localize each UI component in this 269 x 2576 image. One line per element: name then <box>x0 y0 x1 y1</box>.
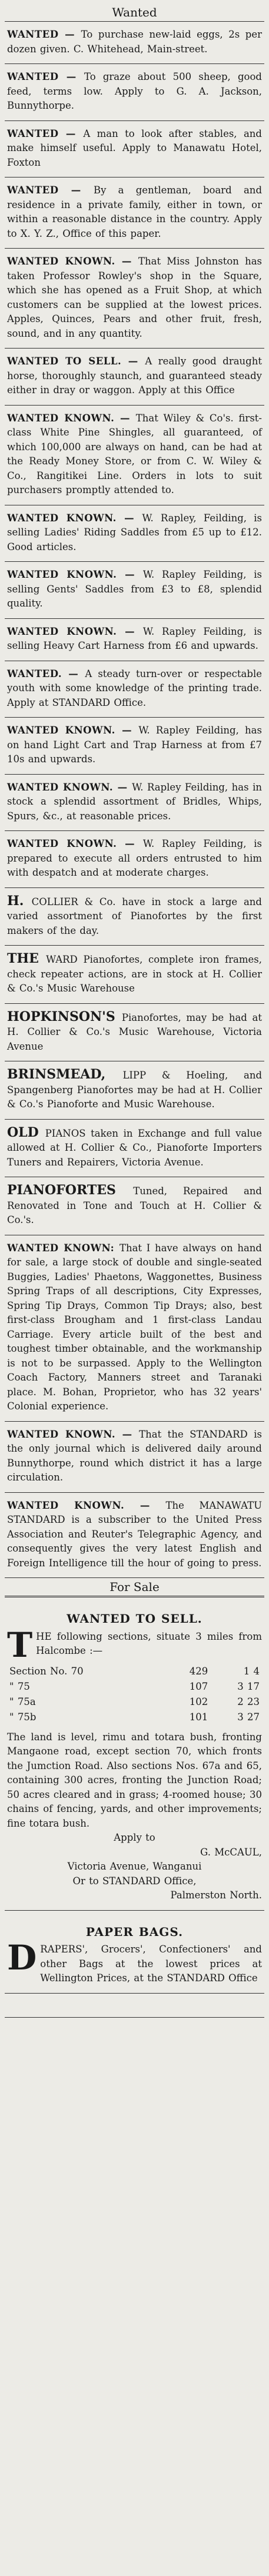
ad-lead: WANTED KNOWN. — <box>7 838 143 849</box>
ad-text: LIPP & Hoeling, and Spangenberg Pianofortes may be had at H. Collier & Co.'s Pianoforte and Music Warehouse. <box>7 1070 263 1110</box>
classified-ad <box>5 22 264 64</box>
footer-rule <box>5 1994 264 2018</box>
table-cell-acres: 429 <box>189 1665 208 1677</box>
ad-text: To purchase new-laid eggs, 2s per dozen given. C. Whitehead, Main-street. <box>7 29 262 55</box>
ad-text: Tuned, Repaired and Renovated in Tone and Touch at H. Collier & Co.'s. <box>7 1185 262 1225</box>
ad-text: By a gentleman, board and residence in a private family, either in town, or within a reasonable distance in the country. Apply to X. Y. Z., Office of this paper. <box>7 185 263 239</box>
contact-or: Or to STANDARD Office, <box>72 1875 197 1887</box>
dropcap: D <box>7 1938 37 1978</box>
sections-table <box>7 1663 262 1726</box>
table-cell-amount: 1 4 <box>243 1665 260 1677</box>
classified-ad <box>5 505 264 562</box>
ad-lead: PIANOFORTES <box>7 1183 134 1198</box>
intro-text: HE following sections, situate 3 miles from Halcombe :— <box>36 1630 262 1656</box>
table-cell-label: " 75a <box>9 1696 36 1707</box>
ad-text: Pianofortes, may be had at H. Collier & Co.'s Music Warehouse, Victoria Avenue <box>7 1011 262 1052</box>
classified-ad <box>5 1422 264 1493</box>
apply-label: Apply to <box>114 1832 155 1843</box>
ad-lead: THE <box>7 951 47 966</box>
table-cell-amount: 3 27 <box>237 1711 260 1723</box>
ad-lead: WANTED KNOWN. — <box>7 512 142 524</box>
ad-lead: OLD <box>7 1124 45 1140</box>
ad-text: W. Rapley Feilding, has in stock a splendid assortment of Bridles, Whips, Spurs, &c., at reasonable prices. <box>7 781 262 822</box>
paper-bags-ad <box>5 1911 264 1994</box>
classified-ad <box>5 249 264 349</box>
ad-lead: WANTED — <box>7 128 84 139</box>
ad-lead: BRINSMEAD, <box>7 1067 123 1082</box>
ad-lead: WANTED KNOWN. — <box>7 1428 140 1440</box>
table-cell-label: " 75 <box>9 1680 30 1692</box>
ad-text: A really good draught horse, thoroughly staunch, and guaranteed steady either in dray or waggon. Apply at this Office <box>7 356 262 396</box>
paper-bags-text: RAPERS', Grocers', Confectioners' and other Bags at the lowest prices at Wellington Prices, at the STANDARD Office <box>40 1944 262 1984</box>
ad-text: The MANAWATU STANDARD is a subscriber to the United Press Association and Reuter's Telegraphic Agency, and consequently gives the very latest English and Foreign Intelligence till the hour of going to press. <box>7 1499 262 1569</box>
table-row <box>8 1695 261 1709</box>
classified-ad <box>5 831 264 888</box>
ad-text: W. Rapley, Feilding, is selling Ladies' Riding Saddles from £5 up to £12. Good articles. <box>7 512 263 552</box>
ad-lead: WANTED KNOWN. — <box>7 625 143 637</box>
ad-text: W. Rapley Feilding, is prepared to execute all orders entrusted to him with despatch and at moderate charges. <box>7 838 262 878</box>
ad-lead: WANTED KNOWN: <box>7 1242 119 1254</box>
contact-name: G. McCAUL, <box>200 1846 262 1858</box>
ad-lead: WANTED — <box>7 71 84 82</box>
classified-ad <box>5 349 264 406</box>
classified-ad <box>5 888 264 946</box>
table-cell-amount: 2 23 <box>237 1696 260 1707</box>
for-sale-title: WANTED TO SELL. <box>67 1612 202 1626</box>
ad-lead: WANTED. — <box>7 668 85 679</box>
paper-bags-title: PAPER BAGS. <box>85 1924 184 1939</box>
ad-text: That Wiley & Co's. first-class White Pine Shingles, all guaranteed, of which 100,000 are always on hand, can be had at the Ready Money Store, or from C. W. Wiley & Co., Rangitikei Line. Orders in lots to suit purchasers promptly attended to. <box>7 412 262 495</box>
table-row <box>8 1664 261 1679</box>
table-row <box>8 1710 261 1724</box>
contact-town: Palmerston North. <box>170 1890 262 1901</box>
ad-lead: WANTED — <box>7 29 81 40</box>
ad-lead: WANTED — <box>7 185 94 196</box>
ad-lead: WANTED KNOWN. — <box>7 781 132 793</box>
ad-text: PIANOS taken in Exchange and full value allowed at H. Collier & Co., Pianoforte Importers Tuners and Repairers, Victoria Avenue. <box>7 1127 262 1168</box>
ad-text: W. Rapley Feilding, is selling Heavy Cart Harness from £6 and upwards. <box>7 625 262 651</box>
ad-text: A steady turn-over or respectable youth with some knowledge of the printing trade. Apply at STANDARD Office. <box>7 668 262 708</box>
ad-lead: WANTED KNOWN. — <box>7 1499 166 1511</box>
ad-text: To graze about 500 sheep, good feed, terms low. Apply to G. A. Jackson, Bunnythorpe. <box>7 71 262 111</box>
ad-text: That Miss Johnston has taken Professor Rowley's shop in the Square, which she has opened as a Fruit Shop, at which customers can be supplied at the lowest prices. Apples, Quinces, Pears and other fruit, fresh, sound, and in any quantity. <box>7 256 262 339</box>
classified-ad <box>5 1120 264 1178</box>
classified-ad <box>5 562 264 619</box>
classified-ad <box>5 661 264 718</box>
dropcap: T <box>7 1624 33 1665</box>
classified-ad <box>5 1235 264 1422</box>
ad-lead: H. <box>7 893 32 909</box>
ad-text: WARD Pianofortes, complete iron frames, check repeater actions, are in stock at H. Collier & Co.'s Music Warehouse <box>7 954 263 994</box>
table-cell-label: Section No. 70 <box>9 1665 84 1677</box>
table-cell-acres: 101 <box>189 1711 208 1723</box>
classified-ad <box>5 121 264 178</box>
ad-lead: WANTED KNOWN. — <box>7 412 136 424</box>
table-cell-acres: 102 <box>189 1696 208 1707</box>
ad-lead: WANTED KNOWN. — <box>7 256 139 267</box>
for-sale-intro <box>7 1624 262 1665</box>
ad-lead: WANTED KNOWN. — <box>7 569 143 580</box>
page-header: Wanted <box>5 4 264 22</box>
table-cell-label: " 75b <box>9 1711 36 1723</box>
table-cell-amount: 3 17 <box>237 1680 260 1692</box>
classified-ad <box>5 775 264 832</box>
ad-text: W. Rapley Feilding, has on hand Light Cart and Trap Harness at from £7 10s and upwards. <box>7 725 262 765</box>
classified-ad <box>5 619 264 661</box>
for-sale-ad <box>5 1597 264 1911</box>
classified-ad <box>5 1004 264 1062</box>
contact-address: Victoria Avenue, Wanganui <box>67 1861 202 1872</box>
classified-ad <box>5 946 264 1004</box>
ad-text: That I have always on hand for sale, a large stock of double and single-seated Buggies, Ladies' Phaetons, Waggonettes, Business Spring Traps of all descriptions, City Expresses, Spring Tip Drays, Common Tip Drays; also, best first-class Brougham and 1 first-class Landau Carriage. Every article built of the best and toughest timber obtainable, and the workmanship is not to be surpassed. Apply to the Wellington Coach Factory, Manners street and Taranaki place. M. Bohan, Proprietor, who has 32 years' Colonial experience. <box>7 1242 262 1412</box>
ad-text: A man to look after stables, and make himself useful. Apply to Manawatu Hotel, Foxton <box>7 128 262 168</box>
ad-lead: WANTED TO SELL. — <box>7 356 145 367</box>
ad-text: That the STANDARD is the only journal which is delivered daily around Bunnythorpe, round which district it has a large circulation. <box>7 1428 262 1483</box>
table-cell-acres: 107 <box>189 1680 208 1692</box>
classified-ad <box>5 1061 264 1120</box>
ad-text: COLLIER & Co. have in stock a large and varied assortment of Pianofortes by the first makers of the day. <box>7 896 262 936</box>
ad-text: W. Rapley Feilding, is selling Gents' Saddles from £3 to £8, splendid quality. <box>7 569 262 609</box>
for-sale-body: The land is level, rimu and totara bush, fronting Mangaone road, except section 70, which fronts the Jumction Road. Also sections Nos. 67a and 65, containing 300 acres, fronting the Junction Road; 50 acres cleared and in grass; 4-roomed house; 30 chains of fencing, yards, and other improvements; fine totara bush. <box>7 1731 262 1829</box>
classified-ad <box>5 1177 264 1235</box>
table-row <box>8 1680 261 1694</box>
classified-ad <box>5 177 264 249</box>
paper-bags-body <box>7 1938 262 1986</box>
ad-lead: WANTED KNOWN. — <box>7 725 139 736</box>
for-sale-header: For Sale <box>5 1578 264 1597</box>
ads-column <box>5 22 264 1578</box>
classified-ad <box>5 718 264 775</box>
classified-ad <box>5 64 264 121</box>
classified-ad <box>5 1493 264 1579</box>
classified-ad <box>5 406 264 505</box>
ad-lead: HOPKINSON'S <box>7 1009 122 1024</box>
